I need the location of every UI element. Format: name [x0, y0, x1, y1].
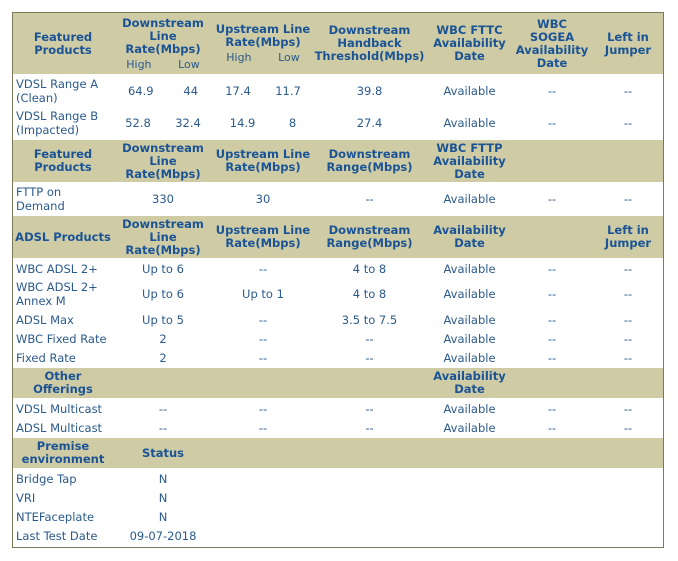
row-label: Fixed Rate	[13, 349, 113, 366]
cell-c6: --	[513, 279, 591, 309]
cell-down-high: 64.9	[127, 84, 154, 98]
adsl-header-row	[13, 216, 664, 258]
row-label: ADSL Max	[13, 311, 113, 328]
cell-status: 09-07-2018	[113, 527, 213, 544]
row-label: WBC ADSL 2+	[13, 260, 113, 277]
cell-up: --	[213, 311, 313, 328]
cell-down: Up to 6	[113, 279, 213, 309]
cell-availability: Available	[426, 419, 513, 436]
cell-range: 3.5 to 7.5	[313, 311, 426, 328]
header-upstream-line-rate: Upstream Line Rate(Mbps)	[213, 216, 313, 258]
cell-availability: Available	[426, 279, 513, 309]
other-header-row	[13, 368, 664, 398]
cell-status: N	[113, 489, 213, 506]
cell-jumper: --	[591, 76, 664, 106]
cell-down: 2	[113, 330, 213, 347]
cell-up-low: 11.7	[275, 84, 301, 98]
header-adsl-products: ADSL Products	[13, 216, 113, 258]
subheader-low: Low	[278, 51, 300, 64]
cell-jumper: --	[591, 108, 664, 138]
header-downstream-line-rate	[113, 13, 213, 74]
cell-availability: Available	[426, 184, 513, 214]
header-downstream-line-rate-label: Downstream Line Rate(Mbps)	[122, 15, 204, 56]
cell-c7: --	[591, 400, 664, 417]
cell-c6: --	[513, 311, 591, 328]
cell-down: Up to 6	[113, 260, 213, 277]
subheader-high: High	[126, 57, 152, 71]
row-label: NTEFaceplate	[13, 508, 113, 525]
cell-c7: --	[591, 260, 664, 277]
header-status: Status	[113, 438, 213, 468]
row-label: VDSL Range A (Clean)	[13, 76, 113, 106]
row-label: Bridge Tap	[13, 470, 113, 487]
cell-status: N	[113, 508, 213, 525]
header-sogea-availability: WBC SOGEA Availability Date	[513, 13, 591, 74]
cell-c7: --	[591, 419, 664, 436]
cell-down-low: 44	[183, 84, 199, 98]
table-row	[13, 108, 664, 138]
cell-range: 4 to 8	[313, 279, 426, 309]
cell-fttc: Available	[426, 76, 513, 106]
row-label: WBC Fixed Rate	[13, 330, 113, 347]
cell-c6: --	[513, 419, 591, 436]
cell-fttc: Available	[426, 108, 513, 138]
table-row	[13, 419, 664, 436]
header-availability-date: Availability Date	[426, 216, 513, 258]
header-fttp-availability: WBC FTTP Availability Date	[426, 140, 513, 182]
subheader-high: High	[226, 51, 252, 64]
cell-range: --	[313, 400, 426, 417]
table-row	[13, 76, 664, 106]
cell-down: 330	[113, 184, 213, 214]
cell-up-high: 17.4	[225, 84, 251, 98]
cell-down: 2	[113, 349, 213, 366]
cell-c6: --	[513, 400, 591, 417]
row-label: VRI	[13, 489, 113, 506]
cell-down: Up to 5	[113, 311, 213, 328]
header-left-in-jumper: Left in Jumper	[591, 216, 664, 258]
table-row	[13, 527, 664, 544]
cell-up: 30	[213, 184, 313, 214]
table-row	[13, 279, 664, 309]
cell-c7: --	[591, 184, 664, 214]
cell-availability: Available	[426, 330, 513, 347]
cell-range: --	[313, 330, 426, 347]
header-left-in-jumper: Left in Jumper	[591, 13, 664, 74]
header-availability-date: Availability Date	[426, 368, 513, 398]
cell-range: 4 to 8	[313, 260, 426, 277]
table-row	[13, 311, 664, 328]
cell-availability: Available	[426, 400, 513, 417]
header-featured-products: Featured Products	[13, 140, 113, 182]
cell-down: --	[113, 419, 213, 436]
cell-availability: Available	[426, 260, 513, 277]
table-row	[13, 470, 664, 487]
cell-down-high: 52.8	[125, 116, 151, 130]
cell-up: --	[213, 260, 313, 277]
cell-up-low: 8	[288, 116, 297, 130]
header-fttc-availability: WBC FTTC Availability Date	[426, 13, 513, 74]
table-row	[13, 330, 664, 347]
cell-threshold: 39.8	[313, 76, 426, 106]
cell-status: N	[113, 470, 213, 487]
table-row	[13, 184, 664, 214]
premise-header-row	[13, 438, 664, 468]
cell-down: --	[113, 400, 213, 417]
cell-threshold: 27.4	[313, 108, 426, 138]
row-label: WBC ADSL 2+ Annex M	[13, 279, 113, 309]
header-upstream-line-rate	[213, 13, 313, 74]
cell-c6: --	[513, 184, 591, 214]
header-upstream-line-rate: Upstream Line Rate(Mbps)	[213, 140, 313, 182]
table-row	[13, 489, 664, 506]
row-label: VDSL Range B (Impacted)	[13, 108, 113, 138]
header-downstream-line-rate: Downstream Line Rate(Mbps)	[113, 140, 213, 182]
cell-up: --	[213, 330, 313, 347]
vdsl-header-row	[13, 13, 664, 74]
cell-sogea: --	[513, 76, 591, 106]
cell-up: --	[213, 419, 313, 436]
cell-c7: --	[591, 279, 664, 309]
availability-table	[13, 12, 664, 546]
row-label: ADSL Multicast	[13, 419, 113, 436]
cell-c7: --	[591, 311, 664, 328]
cell-c6: --	[513, 330, 591, 347]
header-upstream-line-rate-label: Upstream Line Rate(Mbps)	[215, 22, 311, 49]
fttp-header-row	[13, 140, 664, 182]
cell-up: Up to 1	[213, 279, 313, 309]
cell-sogea: --	[513, 108, 591, 138]
cell-range: --	[313, 349, 426, 366]
header-other-offerings: Other Offerings	[13, 368, 113, 398]
table-row	[13, 349, 664, 366]
cell-c6: --	[513, 260, 591, 277]
header-downstream-range: Downstream Range(Mbps)	[313, 216, 426, 258]
header-downstream-range: Downstream Range(Mbps)	[313, 140, 426, 182]
row-label: FTTP on Demand	[13, 184, 113, 214]
row-label: Last Test Date	[13, 527, 113, 544]
subheader-low: Low	[178, 57, 200, 71]
cell-up: --	[213, 349, 313, 366]
cell-down-low: 32.4	[175, 116, 201, 130]
table-row	[13, 260, 664, 277]
cell-c7: --	[591, 330, 664, 347]
header-premise-environment: Premise environment	[13, 438, 113, 468]
cell-availability: Available	[426, 311, 513, 328]
cell-c6: --	[513, 349, 591, 366]
header-downstream-line-rate: Downstream Line Rate(Mbps)	[113, 216, 213, 258]
cell-range: --	[313, 419, 426, 436]
table-row	[13, 508, 664, 525]
cell-up-high: 14.9	[229, 116, 256, 130]
cell-range: --	[313, 184, 426, 214]
table-row	[13, 400, 664, 417]
cell-up: --	[213, 400, 313, 417]
row-label: VDSL Multicast	[13, 400, 113, 417]
broadband-availability-panel	[12, 12, 664, 548]
header-featured-products: Featured Products	[13, 13, 113, 74]
cell-c7: --	[591, 349, 664, 366]
cell-availability: Available	[426, 349, 513, 366]
header-handback-threshold: Downstream Handback Threshold(Mbps)	[313, 13, 426, 74]
